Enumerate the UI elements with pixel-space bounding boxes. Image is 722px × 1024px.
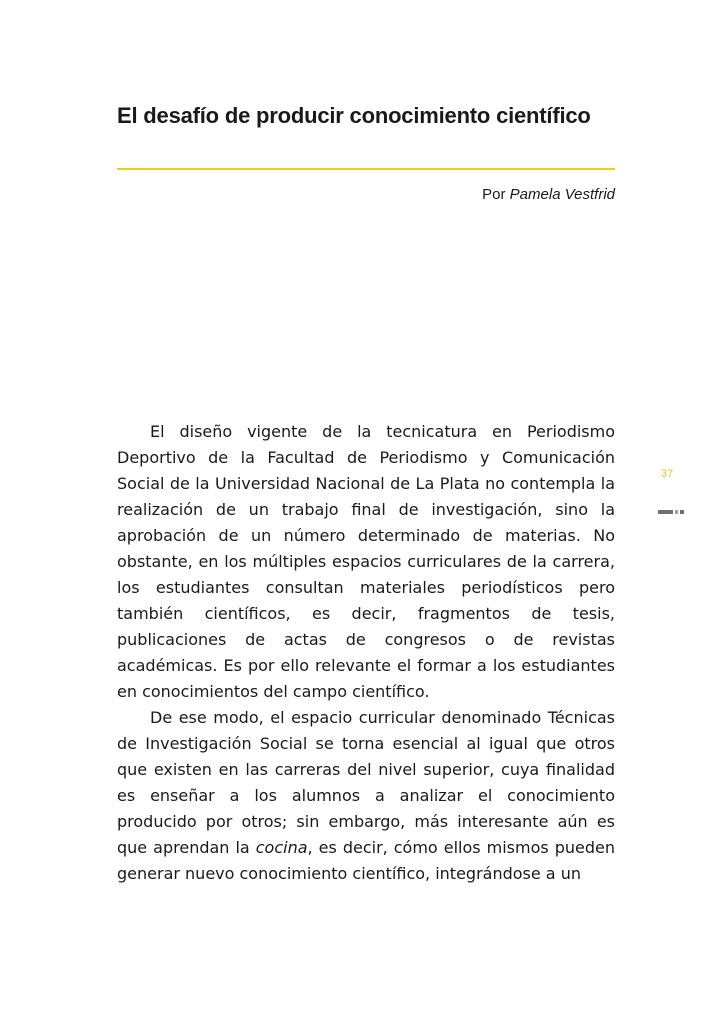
paragraph-1: El diseño vigente de la tecnicatura en Periodismo Deportivo de la Facultad de Periodismo y Comunicación Social de la Universidad Nacional de La Plata no contempla la realización de un trabajo final de investigación, sino la aprobación de un número determinado de materias. No obstante, en los múltiples espacios curriculares de la carrera, los estudiantes consultan materiales periodísticos pero también científicos, es decir, fragmentos de tesis, publicaciones de actas de congresos o de revistas académicas. Es por ello relevante el formar a los estudiantes en conocimientos del campo científico. bbox=[117, 422, 615, 701]
page-marker-segment bbox=[675, 510, 679, 514]
page-marker-segment bbox=[658, 510, 673, 514]
paragraph-2-text-start: De ese modo, el espacio curricular denominado Técnicas de Investigación Social se torna esencial al igual que otros que existen en las carreras del nivel superior, cuya finalidad es enseñar a los alumnos a analizar el conocimiento producido por otros; sin embargo, más interesante aún es que aprendan la bbox=[117, 708, 615, 857]
paragraph-2 bbox=[117, 705, 615, 887]
article-body bbox=[117, 419, 615, 887]
author-name: Pamela Vestfrid bbox=[509, 186, 615, 203]
page-marker-icon bbox=[658, 510, 684, 514]
article-title: El desafío de producir conocimiento científico bbox=[117, 103, 591, 128]
title-divider bbox=[117, 168, 615, 170]
page-marker-segment bbox=[680, 510, 684, 514]
paragraph-2-emphasis: cocina bbox=[255, 838, 308, 857]
page-number: 37 bbox=[661, 468, 674, 480]
byline-prefix: Por bbox=[482, 186, 506, 203]
byline bbox=[482, 186, 615, 204]
paragraph-2-text-end: , es decir, cómo ellos mismos pueden generar nuevo conocimiento científico, integrándose a un bbox=[117, 838, 615, 883]
